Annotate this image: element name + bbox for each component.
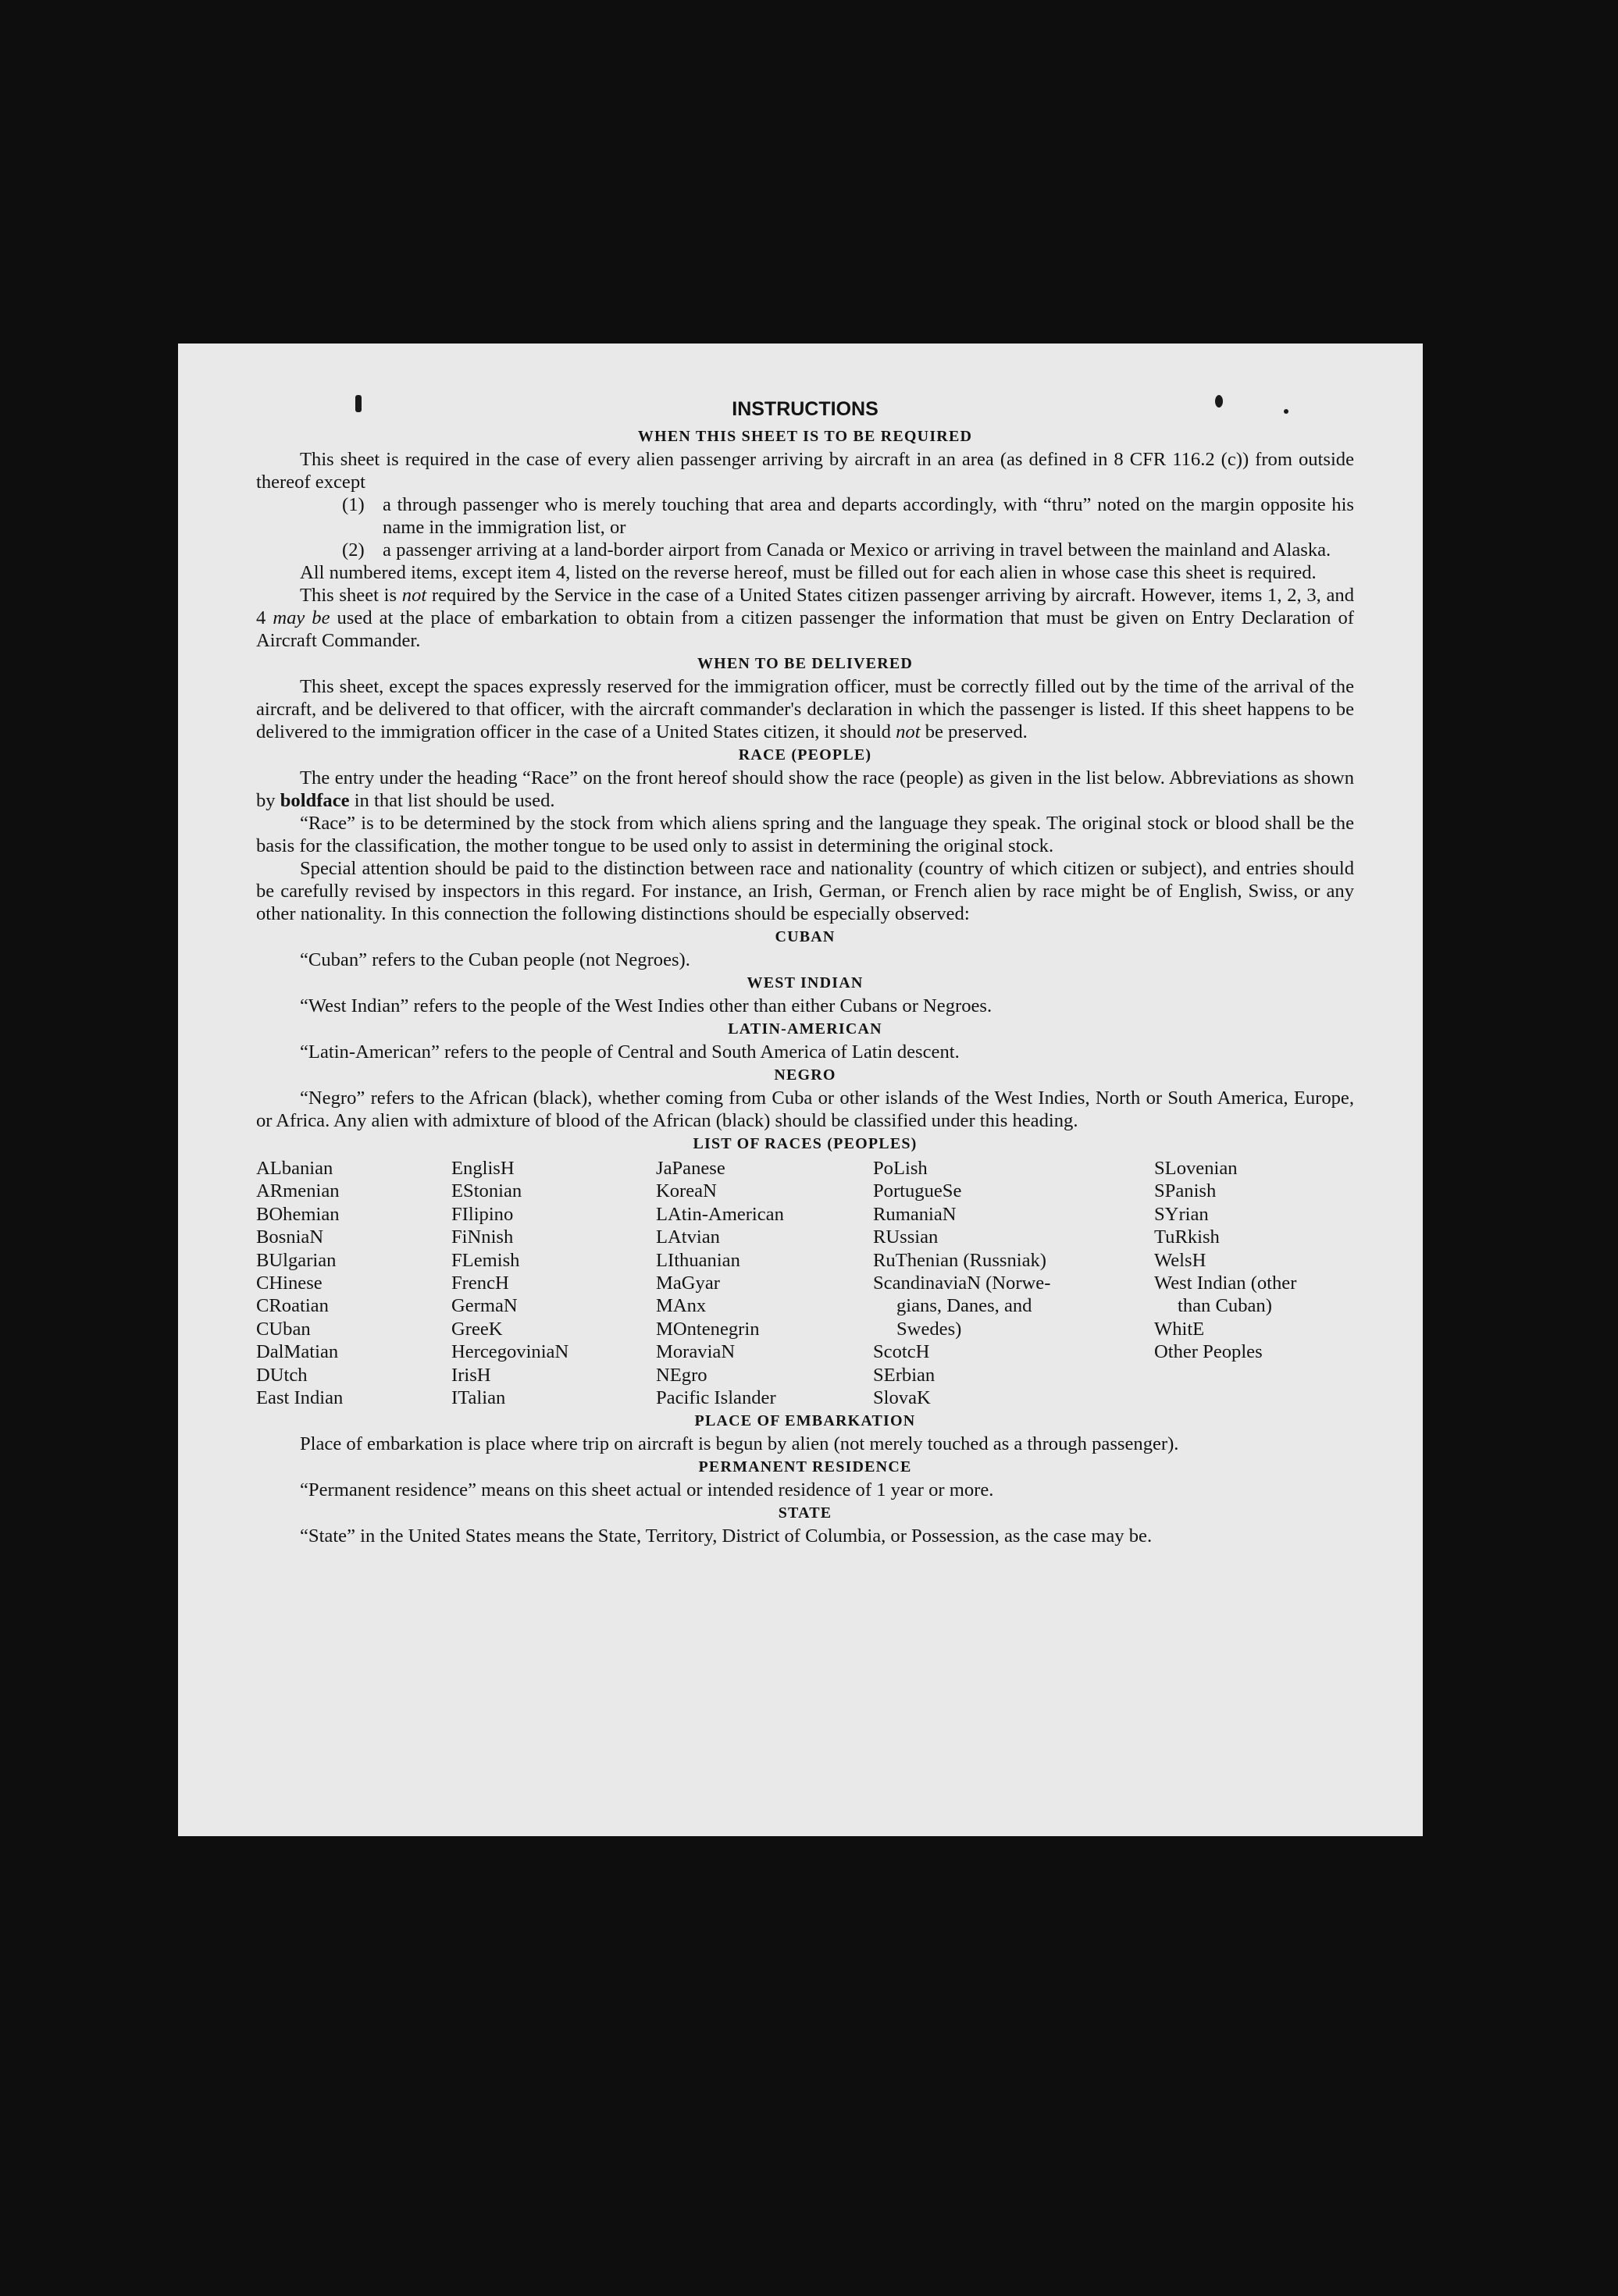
item-text: a passenger arriving at a land-border airport from Canada or Mexico or arriving in travel between the mainland and Alaska. (383, 539, 1331, 561)
race-column (873, 1157, 1154, 1409)
race-column (1154, 1157, 1349, 1409)
section-heading-state: STATE (778, 1504, 832, 1522)
ink-mark (1215, 395, 1223, 408)
paragraph: Special attention should be paid to the distinction between race and nationality (country of which citizen or subject), and entries should be carefully revised by inspectors in this regard. For instance, an Irish, German, or French alien by race might be of English, Swiss, or any other nationality. In this connection the following distinctions should be especially observed: (256, 858, 1354, 924)
race-entry: CUban (256, 1318, 311, 1340)
race-column (256, 1157, 451, 1409)
race-list (256, 1157, 1354, 1409)
race-entry: West Indian (other (1154, 1273, 1297, 1294)
ink-mark (1284, 409, 1288, 414)
section-heading-when-delivered: WHEN TO BE DELIVERED (697, 655, 914, 672)
race-entry: RuThenian (Russniak) (873, 1249, 1046, 1271)
race-entry: LAtin-American (656, 1203, 784, 1225)
race-entry: MoraviaN (656, 1341, 736, 1363)
item-text: a through passenger who is merely touching that area and departs accordingly, with “thru” noted on the margin opposite his name in the immigration list, or (383, 494, 1354, 538)
paragraph: Place of embarkation is place where trip on aircraft is begun by alien (not merely touched as a through passenger). (300, 1433, 1179, 1455)
race-entry: LAtvian (656, 1226, 720, 1248)
race-entry: GermaN (451, 1295, 518, 1317)
list-item (342, 539, 1354, 561)
section-heading-place-of-embarkation: PLACE OF EMBARKATION (694, 1412, 916, 1430)
race-entry: FiNnish (451, 1226, 514, 1248)
list-item (342, 493, 1354, 539)
paragraph: “Permanent residence” means on this sheet actual or intended residence of 1 year or more. (300, 1479, 994, 1501)
section-heading-race: RACE (PEOPLE) (738, 746, 872, 764)
race-entry: East Indian (256, 1387, 344, 1409)
race-entry: EStonian (451, 1180, 522, 1202)
paragraph: This sheet, except the spaces expressly reserved for the immigration officer, must be correctly filled out by the time of the arrival of the aircraft, and be delivered to that officer, with the aircraft commander's declaration in which the passenger is listed. If this sheet happens to be delivered to the immigration officer in the case of a United States citizen, it should not be preserved. (256, 676, 1354, 742)
ink-mark (355, 395, 362, 412)
section-heading-latin-american: LATIN-AMERICAN (728, 1020, 882, 1038)
race-entry: ITalian (451, 1387, 506, 1409)
race-entry: CRoatian (256, 1295, 329, 1317)
paragraph: “West Indian” refers to the people of the West Indies other than either Cubans or Negroes. (300, 995, 993, 1016)
section-heading-permanent-residence: PERMANENT RESIDENCE (698, 1458, 912, 1476)
race-entry: than Cuban) (1178, 1295, 1272, 1317)
race-entry: FIlipino (451, 1203, 514, 1225)
paragraph: This sheet is required in the case of every alien passenger arriving by aircraft in an area (as defined in 8 CFR 116.2 (c)) from outside thereof except (256, 449, 1354, 493)
section-heading-when-required: WHEN THIS SHEET IS TO BE REQUIRED (637, 428, 973, 445)
race-entry: gians, Danes, and (896, 1295, 1032, 1317)
race-entry: BOhemian (256, 1203, 340, 1225)
race-entry: TuRkish (1154, 1226, 1220, 1248)
item-number: (1) (342, 494, 365, 515)
race-entry: WelsH (1154, 1249, 1206, 1271)
race-column (451, 1157, 656, 1409)
race-entry: SLovenian (1154, 1158, 1238, 1179)
race-entry: ARmenian (256, 1180, 340, 1202)
race-entry: WhitE (1154, 1318, 1205, 1340)
race-entry: Pacific Islander (656, 1387, 776, 1409)
paragraph: This sheet is not required by the Service in the case of a United States citizen passenger arriving by aircraft. However, items 1, 2, 3, and 4 may be used at the place of embarkation to obtain from a citizen passenger the information that must be given on Entry Declaration of Aircraft Commander. (256, 585, 1355, 651)
race-entry: MaGyar (656, 1273, 720, 1294)
race-entry: MAnx (656, 1295, 707, 1317)
paragraph: The entry under the heading “Race” on the front hereof should show the race (people) as given in the list below. Abbreviations as shown by boldface in that list should be used. (256, 767, 1354, 811)
race-entry: FLemish (451, 1249, 520, 1271)
race-entry: NEgro (656, 1364, 707, 1386)
race-entry: RUssian (873, 1226, 939, 1248)
race-entry: DUtch (256, 1364, 308, 1386)
race-entry: ScotcH (873, 1341, 930, 1363)
race-entry: JaPanese (656, 1158, 725, 1179)
paragraph: “Race” is to be determined by the stock from which aliens spring and the language they speak. The original stock or blood shall be the basis for the classification, the mother tongue to be used only to assist in determining the original stock. (256, 813, 1354, 856)
race-entry: SYrian (1154, 1203, 1209, 1225)
section-heading-negro: NEGRO (774, 1066, 836, 1084)
race-entry: BUlgarian (256, 1249, 337, 1271)
race-entry: SErbian (873, 1364, 936, 1386)
race-column (656, 1157, 873, 1409)
race-entry: RumaniaN (873, 1203, 957, 1225)
race-entry: BosniaN (256, 1226, 324, 1248)
race-entry: Swedes) (896, 1318, 962, 1340)
instruction-sheet (178, 344, 1423, 1836)
race-entry: DalMatian (256, 1341, 339, 1363)
paragraph: “Latin-American” refers to the people of Central and South America of Latin descent. (300, 1041, 960, 1063)
race-entry: SPanish (1154, 1180, 1217, 1202)
section-heading-list-of-races: LIST OF RACES (PEOPLES) (693, 1135, 918, 1152)
race-entry: SlovaK (873, 1387, 931, 1409)
race-entry: HercegoviniaN (451, 1341, 569, 1363)
item-number: (2) (342, 539, 365, 561)
race-entry: KoreaN (656, 1180, 717, 1202)
race-entry: CHinese (256, 1273, 323, 1294)
paragraph: “State” in the United States means the State, Territory, District of Columbia, or Possession, as the case may be. (300, 1525, 1153, 1547)
race-entry: LIthuanian (656, 1249, 740, 1271)
race-entry: Other Peoples (1154, 1341, 1263, 1363)
section-heading-west-indian: WEST INDIAN (747, 974, 864, 991)
race-entry: PortugueSe (873, 1180, 962, 1202)
race-entry: IrisH (451, 1364, 491, 1386)
race-entry: FrencH (451, 1273, 509, 1294)
paragraph: “Cuban” refers to the Cuban people (not Negroes). (300, 949, 690, 970)
race-entry: MOntenegrin (656, 1318, 760, 1340)
race-entry: PoLish (873, 1158, 928, 1179)
race-entry: ScandinaviaN (Norwe- (873, 1273, 1051, 1294)
section-heading-cuban: CUBAN (775, 928, 836, 945)
paragraph: “Negro” refers to the African (black), whether coming from Cuba or other islands of the West Indies, North or South America, Europe, or Africa. Any alien with admixture of blood of the African (black) should be classified under this heading. (256, 1087, 1354, 1131)
race-entry: ALbanian (256, 1158, 333, 1179)
page-title: INSTRUCTIONS (732, 398, 878, 420)
race-entry: EnglisH (451, 1158, 515, 1179)
paragraph: All numbered items, except item 4, listed on the reverse hereof, must be filled out for each alien in whose case this sheet is required. (300, 562, 1317, 583)
race-entry: GreeK (451, 1318, 503, 1340)
